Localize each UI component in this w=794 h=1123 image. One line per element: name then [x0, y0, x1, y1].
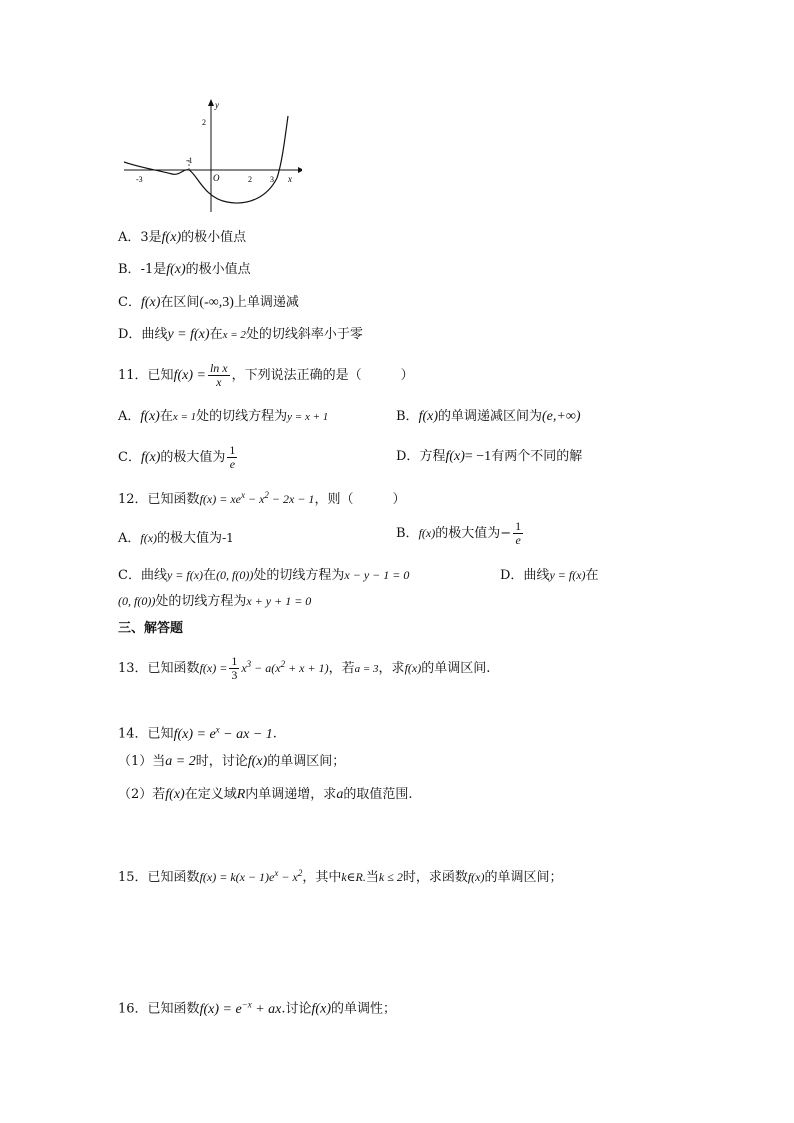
q14-part1: （1）当a = 2时，讨论f(x)的单调区间； [118, 754, 346, 769]
q12-option-b: B．f(x)的极大值为− $\frac{1}{e}$ [396, 519, 522, 547]
x-tick-neg1: -1 [186, 156, 193, 165]
q12-option-d-cont: (0, f(0))处的切线方程为x + y + 1 = 0 [118, 594, 312, 609]
q15-stem: 15．已知函数$f(x) = k(x - 1)e^x - x^2$，其中k∈R.当k ≤ 2时，求函数f(x)的单调区间； [118, 868, 563, 885]
x-tick-3: 3 [270, 175, 274, 184]
q12-option-d: D．曲线y = f(x)在 [500, 568, 599, 583]
origin-label: O [213, 173, 220, 183]
y-axis-arrow [208, 99, 214, 106]
x-tick-2: 2 [248, 175, 252, 184]
q11-option-b: B．f(x)的单调递减区间为(e,+∞) [396, 409, 581, 424]
q10-option-b: B．-1是f(x)的极小值点 [118, 262, 251, 277]
q11-option-c: C．f(x)的极大值为 $\frac{1}{e}$ [118, 443, 236, 471]
q11-option-a: A．f(x)在x = 1处的切线方程为y = x + 1 [118, 409, 329, 424]
q11-stem: 11．已知f(x) = $\frac{\text{ln x}}{x}$ ，下列说法正确的是（ ） [118, 361, 414, 389]
q14-stem: 14．已知$f(x) = e^x$ − ax − 1. [118, 724, 277, 742]
function-graph [122, 98, 302, 214]
section-title: 三、解答题 [118, 621, 184, 636]
q10-option-c: C．f(x)在区间(-∞,3)上单调递减 [118, 295, 299, 310]
x-tick-neg3: -3 [136, 175, 143, 184]
q11-option-d: D．方程f(x)= −1有两个不同的解 [396, 449, 583, 464]
x-axis-arrow [298, 167, 302, 173]
q16-stem: 16．已知函数$f(x) = e^{-x}$ + ax.讨论f(x)的单调性； [118, 999, 396, 1017]
x-axis-label: x [288, 174, 292, 184]
q10-option-d: D．曲线y = f(x)在x = 2处的切线斜率小于零 [118, 327, 363, 342]
q10-option-a: A．3是f(x)的极小值点 [118, 230, 247, 245]
q11-fraction: $\frac{\text{ln x}}{x}$ [209, 361, 228, 389]
q13-stem: 13．已知函数f(x) = $\frac{1}{3}$ $x^3 - a(x^2 + x + 1)$，若a = 3，求f(x)的单调区间. [118, 654, 491, 682]
q12-option-c: C．曲线y = f(x)在(0, f(0))处的切线方程为x − y − 1 = 0 [118, 568, 410, 583]
q12-stem: 12．已知函数$f(x) = xe^x - x^2 - 2x - 1$，则（ ） [118, 490, 406, 507]
y-tick-2: 2 [202, 118, 206, 127]
q12-option-a: A．f(x)的极大值为-1 [118, 531, 234, 546]
function-curve [124, 116, 288, 203]
q14-part2: （2）若f(x)在定义域R内单调递增，求a的取值范围. [118, 787, 413, 802]
y-axis-label: y [215, 100, 219, 110]
